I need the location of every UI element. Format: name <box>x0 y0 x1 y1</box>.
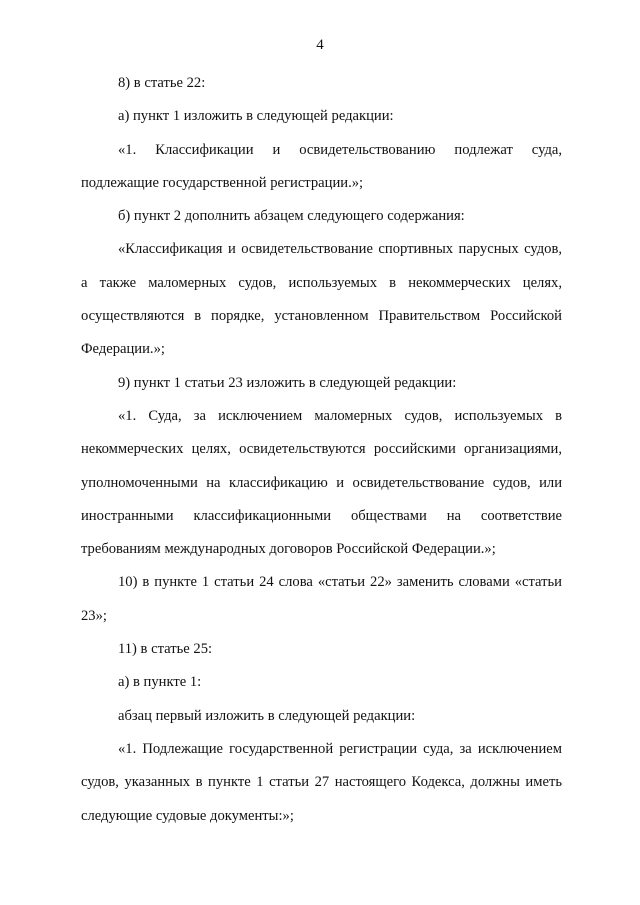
paragraph-25a-first: абзац первый изложить в следующей редакции: <box>118 707 416 724</box>
paragraph-article-24: 10) в пункте 1 статьи 24 слова «статьи 22» заменить словами «статьи 23»; <box>81 574 562 624</box>
paragraph-25a-text: «1. Подлежащие государственной регистрации суда, за исключением судов, указанных в пункте 1 статьи 27 настоящего Кодекса, должны иметь следующие судовые документы:»; <box>81 740 562 824</box>
document-body <box>81 67 562 833</box>
paragraph-article-25: 11) в статье 25: <box>118 641 213 658</box>
paragraph-25a: а) в пункте 1: <box>118 674 202 691</box>
paragraph-article-22: 8) в статье 22: <box>118 75 206 91</box>
paragraph-23-text: «1. Суда, за исключением маломерных судов, используемых в некоммерческих целях, освидетельствуются российскими организациями, уполномоченными на классификацию и освидетельствование судов, или иностранными классификационными обществами на соответствие требованиям международных договоров Российской Федерации.»; <box>81 407 562 558</box>
paragraph-22b: б) пункт 2 дополнить абзацем следующего содержания: <box>118 208 465 225</box>
paragraph-article-23: 9) пункт 1 статьи 23 изложить в следующей редакции: <box>118 374 457 391</box>
paragraph-22b-text: «Классификация и освидетельствование спортивных парусных судов, а также маломерных судов, используемых в некоммерческих целях, осуществляются в порядке, установленном Правительством Российской Федерации.»; <box>81 241 562 358</box>
page-number: 4 <box>316 37 324 53</box>
paragraph-22a-text: «1. Классификации и освидетельствованию подлежат суда, подлежащие государственной регистрации.»; <box>81 141 562 191</box>
paragraph-22a: а) пункт 1 изложить в следующей редакции: <box>118 108 394 125</box>
